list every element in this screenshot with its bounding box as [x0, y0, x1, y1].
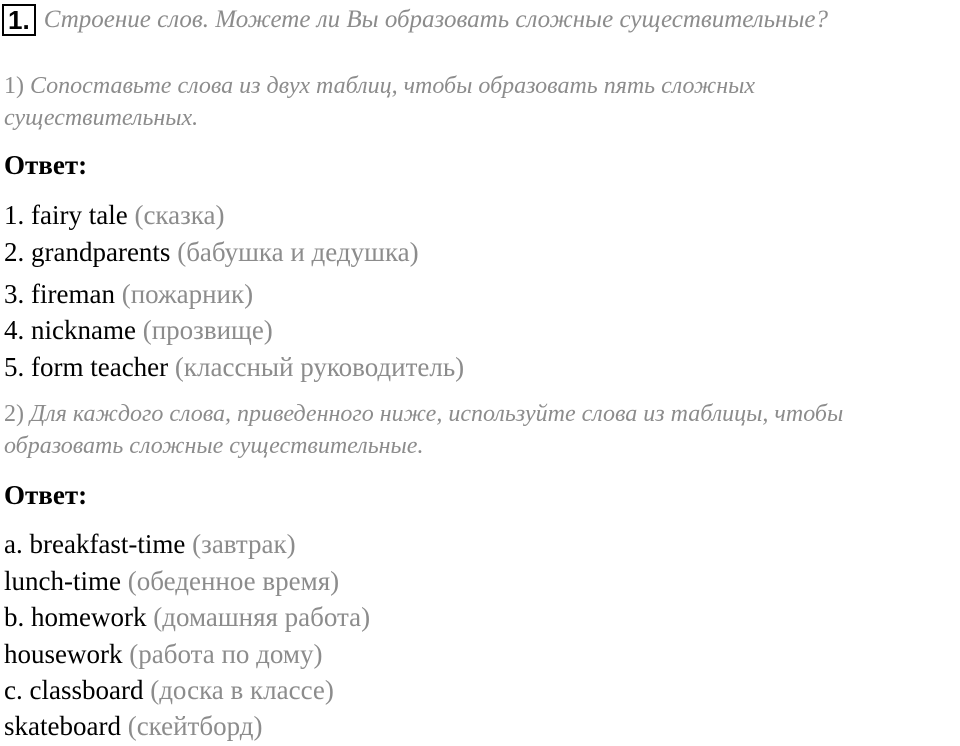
answer-translation: (скейтборд) — [127, 711, 263, 741]
answer-word: 2. grandparents — [4, 237, 171, 267]
answer-2-item — [4, 602, 370, 632]
task-1 — [4, 70, 934, 134]
answer-word: housework — [4, 639, 123, 669]
answer-1-item — [4, 237, 419, 267]
answer-1-label: Ответ: — [4, 150, 88, 180]
answer-2-item — [4, 675, 334, 705]
answer-translation: (бабушка и дедушка) — [177, 237, 419, 267]
answer-word: 5. form teacher — [4, 352, 169, 382]
exercise-header — [2, 4, 828, 36]
answer-1-item — [4, 315, 273, 345]
answer-translation: (завтрак) — [192, 529, 296, 559]
task-1-text: Сопоставьте слова из двух таблиц, чтобы образовать пять сложных существительных. — [4, 73, 756, 131]
answer-translation: (домашняя работа) — [153, 602, 371, 632]
answer-word: 1. fairy tale — [4, 200, 128, 230]
answer-word: c. classboard — [4, 675, 144, 705]
exercise-title: Строение слов. Можете ли Вы образовать сложные существительные? — [43, 6, 828, 33]
task-2-text: Для каждого слова, приведенного ниже, используйте слова из таблицы, чтобы образовать сложные существительные. — [4, 401, 844, 459]
answer-2-item — [4, 711, 262, 741]
answer-2-item — [4, 639, 322, 669]
answer-word: skateboard — [4, 711, 121, 741]
answer-translation: (доска в классе) — [150, 675, 334, 705]
answer-2-item — [4, 566, 339, 596]
task-2-number: 2) — [4, 401, 24, 427]
answer-2-item — [4, 529, 296, 559]
answer-translation: (обеденное время) — [127, 566, 340, 596]
task-2 — [4, 398, 934, 462]
answer-word: b. homework — [4, 602, 147, 632]
answer-translation: (прозвище) — [142, 315, 273, 345]
answer-2-label: Ответ: — [4, 480, 88, 510]
answer-word: a. breakfast-time — [4, 529, 186, 559]
answer-word: lunch-time — [4, 566, 121, 596]
answer-translation: (работа по дому) — [129, 639, 323, 669]
answer-translation: (классный руководитель) — [174, 352, 465, 382]
answer-1-item — [4, 279, 253, 309]
answer-word: 3. fireman — [4, 279, 115, 309]
answer-translation: (сказка) — [134, 200, 225, 230]
answer-translation: (пожарник) — [121, 279, 254, 309]
answer-word: 4. nickname — [4, 315, 136, 345]
answer-1-item — [4, 200, 224, 230]
exercise-number: 1. — [2, 4, 36, 36]
answer-1-item — [4, 352, 464, 382]
task-1-number: 1) — [4, 73, 24, 99]
